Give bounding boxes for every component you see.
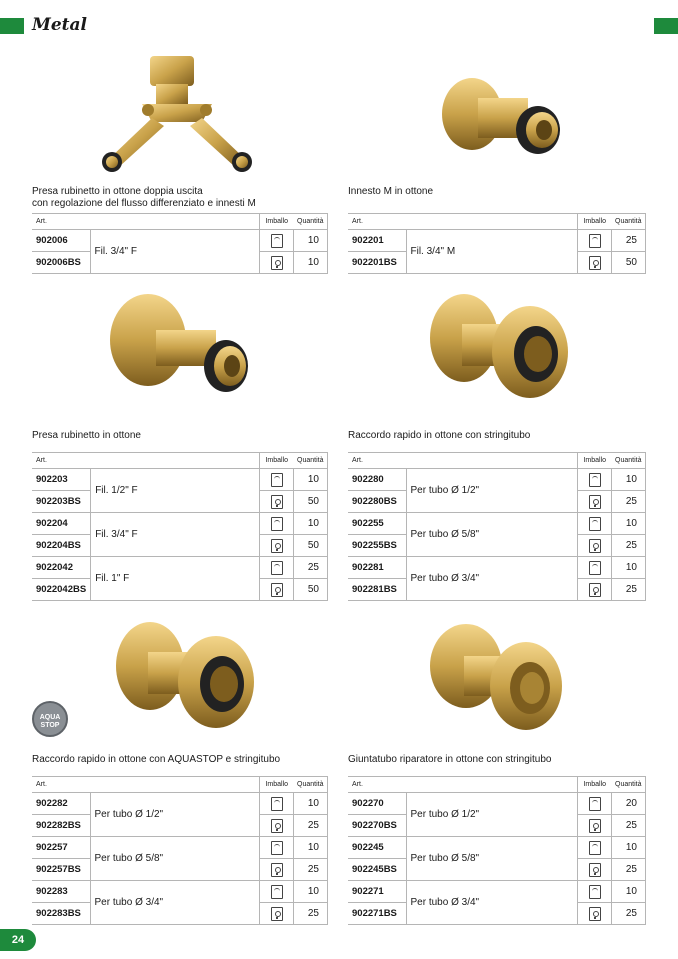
article-code: 902255 — [348, 513, 406, 535]
pack-cell — [260, 535, 294, 557]
pack-cell — [260, 513, 294, 535]
quantity-value: 25 — [612, 903, 646, 925]
product-table — [348, 452, 646, 601]
left-green-tab — [0, 18, 24, 34]
col-art-header: Art. — [32, 777, 90, 793]
table-row — [32, 793, 328, 815]
table-row — [348, 837, 646, 859]
product-table — [32, 452, 328, 601]
product-table — [348, 213, 646, 274]
quantity-value: 25 — [612, 491, 646, 513]
table-row — [348, 230, 646, 252]
quantity-value: 10 — [294, 513, 328, 535]
caption-line: Raccordo rapido in ottone con stringitubo — [348, 430, 531, 441]
brass-hose-repair-image — [424, 620, 574, 740]
blister-icon — [589, 583, 601, 597]
article-description: Fil. 3/4" M — [406, 230, 578, 274]
blister-icon — [589, 907, 601, 921]
table-header-row — [32, 214, 328, 230]
quantity-value: 10 — [294, 837, 328, 859]
col-quantita-header: Quantità — [294, 777, 328, 793]
caption-line: Presa rubinetto in ottone doppia uscita — [32, 186, 203, 197]
pack-cell — [578, 230, 612, 252]
table-row — [32, 881, 328, 903]
right-green-tab — [654, 18, 678, 34]
page-number: 24 — [0, 929, 36, 951]
pack-cell — [578, 815, 612, 837]
bag-icon — [271, 234, 283, 248]
blister-icon — [271, 819, 283, 833]
pack-cell — [578, 793, 612, 815]
article-code: 902204BS — [32, 535, 91, 557]
quantity-value: 10 — [294, 469, 328, 491]
aquastop-badge-line2: STOP — [40, 722, 60, 729]
bag-icon — [271, 561, 283, 575]
bag-icon — [271, 517, 283, 531]
col-desc-header — [91, 453, 260, 469]
col-imballo-header: Imballo — [578, 214, 612, 230]
pack-cell — [260, 881, 294, 903]
blister-icon — [589, 256, 601, 270]
blister-icon — [271, 863, 283, 877]
pack-cell — [578, 252, 612, 274]
quantity-value: 10 — [612, 837, 646, 859]
table-row — [32, 557, 328, 579]
article-code: 902283 — [32, 881, 90, 903]
article-description: Fil. 1/2" F — [91, 469, 260, 513]
quantity-value: 50 — [294, 535, 328, 557]
pack-cell — [260, 859, 294, 881]
table-row — [32, 513, 328, 535]
article-description: Per tubo Ø 3/4" — [406, 881, 578, 925]
bag-icon — [271, 841, 283, 855]
quantity-value: 25 — [612, 535, 646, 557]
quantity-value: 25 — [294, 903, 328, 925]
table-row — [348, 881, 646, 903]
col-art-header: Art. — [348, 214, 406, 230]
quantity-value: 50 — [294, 491, 328, 513]
article-code: 902280 — [348, 469, 406, 491]
pack-cell — [260, 579, 294, 601]
col-imballo-header: Imballo — [260, 214, 294, 230]
col-quantita-header: Quantità — [612, 453, 646, 469]
caption-line: con regolazione del flusso differenziato e innesti M — [32, 198, 256, 209]
article-code: 902203 — [32, 469, 91, 491]
article-code: 902282BS — [32, 815, 90, 837]
quantity-value: 25 — [612, 815, 646, 837]
blister-icon — [589, 495, 601, 509]
col-imballo-header: Imballo — [578, 453, 612, 469]
table-row — [32, 230, 328, 252]
col-desc-header — [406, 214, 578, 230]
product-caption — [32, 186, 256, 210]
article-code: 902006 — [32, 230, 90, 252]
bag-icon — [589, 797, 601, 811]
product-caption — [348, 186, 433, 198]
col-quantita-header: Quantità — [294, 453, 328, 469]
bag-icon — [589, 561, 601, 575]
section-title: Metal — [32, 15, 87, 35]
col-quantita-header: Quantità — [294, 214, 328, 230]
bag-icon — [271, 797, 283, 811]
pack-cell — [260, 230, 294, 252]
article-code: 902282 — [32, 793, 90, 815]
caption-line: Innesto M in ottone — [348, 186, 434, 197]
bag-icon — [589, 234, 601, 248]
bag-icon — [589, 841, 601, 855]
blister-icon — [589, 539, 601, 553]
col-imballo-header: Imballo — [260, 777, 294, 793]
pack-cell — [578, 579, 612, 601]
table-header-row — [348, 777, 646, 793]
col-art-header: Art. — [32, 214, 90, 230]
col-quantita-header: Quantità — [612, 214, 646, 230]
brass-aquastop-coupling-image — [110, 618, 260, 738]
col-imballo-header: Imballo — [260, 453, 294, 469]
col-quantita-header: Quantità — [612, 777, 646, 793]
article-code: 902280BS — [348, 491, 406, 513]
product-caption — [348, 430, 530, 442]
article-code: 902270BS — [348, 815, 406, 837]
pack-cell — [260, 491, 294, 513]
brass-quick-coupling-image — [424, 290, 574, 410]
aquastop-badge — [32, 701, 68, 737]
table-row — [348, 557, 646, 579]
article-code: 902283BS — [32, 903, 90, 925]
table-row — [348, 793, 646, 815]
quantity-value: 25 — [294, 815, 328, 837]
quantity-value: 25 — [294, 859, 328, 881]
article-description: Fil. 1" F — [91, 557, 260, 601]
quantity-value: 25 — [612, 859, 646, 881]
quantity-value: 10 — [294, 881, 328, 903]
pack-cell — [260, 557, 294, 579]
product-table — [32, 213, 328, 274]
pack-cell — [578, 837, 612, 859]
quantity-value: 10 — [612, 881, 646, 903]
bag-icon — [589, 473, 601, 487]
article-code: 9022042BS — [32, 579, 91, 601]
pack-cell — [260, 252, 294, 274]
bag-icon — [271, 885, 283, 899]
article-code: 902257 — [32, 837, 90, 859]
pack-cell — [578, 491, 612, 513]
article-description: Fil. 3/4" F — [90, 230, 260, 274]
col-desc-header — [406, 453, 578, 469]
article-description: Per tubo Ø 3/4" — [90, 881, 260, 925]
table-row — [348, 513, 646, 535]
brass-male-adapter-image — [438, 68, 568, 168]
table-header-row — [348, 453, 646, 469]
col-art-header: Art. — [348, 453, 406, 469]
table-header-row — [348, 214, 646, 230]
col-art-header: Art. — [348, 777, 406, 793]
blister-icon — [589, 863, 601, 877]
product-caption — [32, 754, 280, 766]
article-code: 902201 — [348, 230, 406, 252]
bag-icon — [589, 517, 601, 531]
quantity-value: 10 — [294, 230, 328, 252]
article-code: 902271BS — [348, 903, 406, 925]
article-code: 902281BS — [348, 579, 406, 601]
col-imballo-header: Imballo — [578, 777, 612, 793]
article-code: 9022042 — [32, 557, 91, 579]
blister-icon — [271, 495, 283, 509]
article-code: 902201BS — [348, 252, 406, 274]
caption-line: Giuntatubo riparatore in ottone con stringitubo — [348, 754, 552, 765]
product-table — [32, 776, 328, 925]
article-description: Per tubo Ø 1/2" — [90, 793, 260, 837]
bag-icon — [589, 885, 601, 899]
article-code: 902203BS — [32, 491, 91, 513]
quantity-value: 10 — [612, 469, 646, 491]
table-header-row — [32, 777, 328, 793]
quantity-value: 10 — [612, 557, 646, 579]
col-art-header: Art. — [32, 453, 91, 469]
caption-line: Raccordo rapido in ottone con AQUASTOP e stringitubo — [32, 754, 281, 765]
article-code: 902245BS — [348, 859, 406, 881]
article-description: Per tubo Ø 5/8" — [406, 513, 578, 557]
table-header-row — [32, 453, 328, 469]
quantity-value: 50 — [294, 579, 328, 601]
product-caption — [348, 754, 551, 766]
article-code: 902255BS — [348, 535, 406, 557]
pack-cell — [578, 557, 612, 579]
blister-icon — [271, 907, 283, 921]
blister-icon — [271, 583, 283, 597]
quantity-value: 25 — [294, 557, 328, 579]
article-code: 902271 — [348, 881, 406, 903]
article-code: 902270 — [348, 793, 406, 815]
quantity-value: 50 — [612, 252, 646, 274]
pack-cell — [578, 903, 612, 925]
pack-cell — [260, 469, 294, 491]
article-description: Per tubo Ø 5/8" — [90, 837, 260, 881]
pack-cell — [578, 881, 612, 903]
article-description: Per tubo Ø 3/4" — [406, 557, 578, 601]
col-desc-header — [406, 777, 578, 793]
quantity-value: 20 — [612, 793, 646, 815]
table-row — [348, 469, 646, 491]
bag-icon — [271, 473, 283, 487]
brass-tap-connector-image — [106, 290, 256, 410]
quantity-value: 10 — [294, 252, 328, 274]
pack-cell — [578, 469, 612, 491]
article-code: 902281 — [348, 557, 406, 579]
article-code: 902245 — [348, 837, 406, 859]
table-row — [32, 469, 328, 491]
pack-cell — [260, 903, 294, 925]
quantity-value: 10 — [294, 793, 328, 815]
blister-icon — [589, 819, 601, 833]
article-description: Fil. 3/4" F — [91, 513, 260, 557]
pack-cell — [578, 535, 612, 557]
pack-cell — [578, 513, 612, 535]
pack-cell — [260, 815, 294, 837]
quantity-value: 10 — [612, 513, 646, 535]
article-description: Per tubo Ø 1/2" — [406, 469, 578, 513]
pack-cell — [578, 859, 612, 881]
product-table — [348, 776, 646, 925]
blister-icon — [271, 539, 283, 553]
product-caption — [32, 430, 141, 442]
blister-icon — [271, 256, 283, 270]
article-code: 902204 — [32, 513, 91, 535]
aquastop-badge-line1: AQUA — [39, 714, 61, 721]
pack-cell — [260, 793, 294, 815]
article-code: 902006BS — [32, 252, 90, 274]
col-desc-header — [90, 214, 260, 230]
caption-line: Presa rubinetto in ottone — [32, 430, 141, 441]
col-desc-header — [90, 777, 260, 793]
quantity-value: 25 — [612, 579, 646, 601]
article-description: Per tubo Ø 1/2" — [406, 793, 578, 837]
brass-y-tap-connector-image — [82, 48, 272, 178]
pack-cell — [260, 837, 294, 859]
article-code: 902257BS — [32, 859, 90, 881]
quantity-value: 25 — [612, 230, 646, 252]
article-description: Per tubo Ø 5/8" — [406, 837, 578, 881]
table-row — [32, 837, 328, 859]
